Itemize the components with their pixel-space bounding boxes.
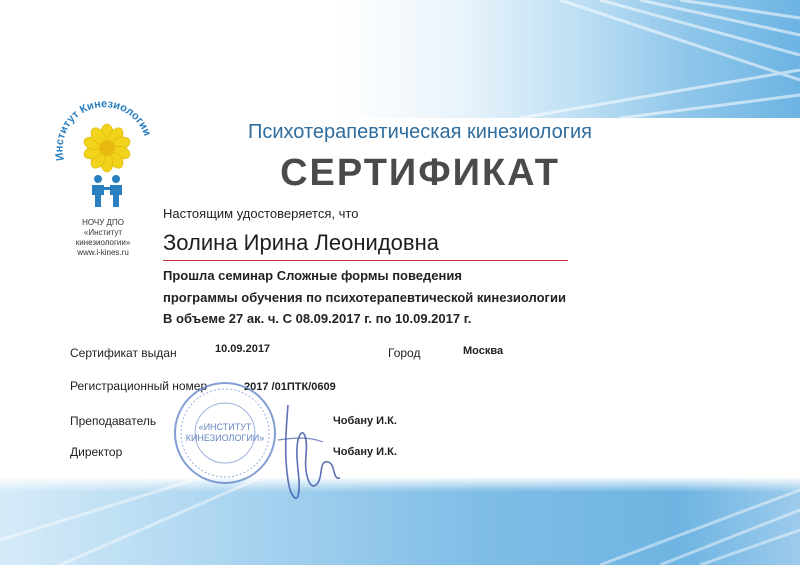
people-icon — [92, 175, 122, 207]
course-line-1: Прошла семинар Сложные формы поведения — [163, 268, 462, 283]
city-value: Москва — [463, 345, 504, 357]
org-line-3: кинезиологии» — [75, 238, 131, 247]
org-line-1: НОЧУ ДПО — [82, 218, 124, 227]
course-line-3: В объеме 27 ак. ч. С 08.09.2017 г. по 10.09.2017 г. — [163, 311, 472, 326]
director-name: Чобану И.К. — [333, 446, 397, 458]
handwritten-signature — [258, 400, 348, 510]
institute-logo — [50, 90, 160, 210]
certificate-subtitle: Психотерапевтическая кинезиология — [247, 121, 592, 143]
certificate-title: СЕРТИФИКАТ — [280, 152, 560, 194]
teacher-label: Преподаватель — [70, 414, 157, 428]
logo-arc-text: Институт Кинезиологии — [53, 98, 154, 162]
teacher-name: Чобану И.К. — [333, 415, 397, 427]
intro-text: Настоящим удостоверяется, что — [163, 206, 359, 221]
flower-icon — [82, 124, 131, 172]
director-label: Директор — [70, 445, 123, 459]
issued-label: Сертификат выдан — [70, 346, 177, 360]
reg-number-value: 2017 /01ПТК/0609 — [244, 381, 336, 393]
name-underline — [163, 260, 568, 261]
issued-date: 10.09.2017 — [215, 343, 271, 355]
city-label: Город — [388, 346, 421, 360]
course-line-2: программы обучения по психотерапевтической кинезиологии — [163, 290, 566, 305]
reg-number-label: Регистрационный номер — [70, 379, 208, 393]
org-line-2: «Институт — [83, 228, 123, 237]
stamp-line-2: КИНЕЗИОЛОГИИ» — [185, 433, 265, 443]
stamp-line-1: «ИНСТИТУТ — [198, 422, 252, 432]
organization-info — [48, 218, 158, 258]
org-website: www.i-kines.ru — [77, 248, 129, 257]
recipient-name: Золина Ирина Леонидовна — [163, 230, 439, 255]
